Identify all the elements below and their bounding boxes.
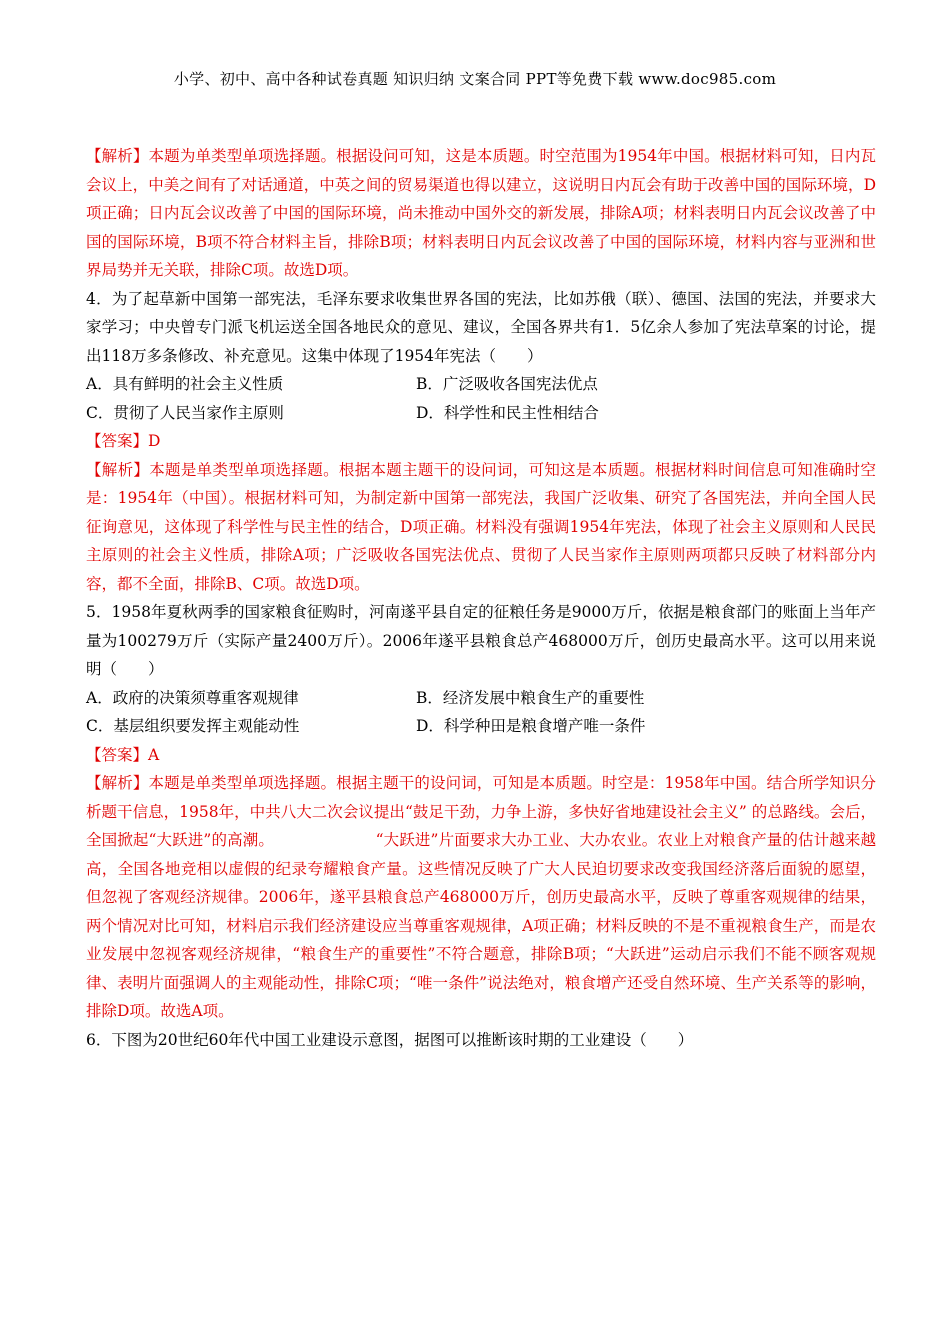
q4-option-d: D．科学性和民主性相结合 (416, 403, 599, 422)
q4-option-c: C．贯彻了人民当家作主原则 (86, 403, 284, 422)
page-header: 小学、初中、高中各种试卷真题 知识归纳 文案合同 PPT等免费下载 www.doc985.com (173, 70, 777, 88)
q4-options-row2 (86, 399, 876, 428)
q4-options-row1 (86, 370, 876, 399)
q4-option-b: B．广泛吸收各国宪法优点 (416, 375, 598, 393)
q4-option-a: A．具有鲜明的社会主义性质 (86, 375, 284, 393)
q5-option-a: A．政府的决策须尊重客观规律 (86, 688, 299, 707)
q5-answer: 【答案】A (86, 745, 160, 764)
q5-analysis: 【解析】本题是单类型单项选择题。根据主题干的设问词，可知是本质题。时空是：1958年中国。结合所学知识分析题干信息，1958年，中共八大二次会议提出“鼓足干劲，力争上游，多快好省地建设社会主义” 的总路线。会后，全国掀起“大跃进”的高潮。 “大跃进”片面要求大办工业、大办农业。农业上对粮食产量的估计越来越高，全国各地竞相以虚假的纪录夸耀粮食产量。这些情况反映了广大人民迫切要求改变我国经济落后面貌的愿望，但忽视了客观经济规律。2006年，遂平县粮食总产468000万斤，创历史最高水平，反映了尊重客观规律的结果，两个情况对比可知，材料启示我们经济建设应当尊重客观规律，A项正确；材料反映的不是不重视粮食生产，而是农业发展中忽视客观经济规律，“粮食生产的重要性”不符合题意，排除B项；“大跃进”运动启示我们不能不顾客观规律、表明片面强调人的主观能动性，排除C项；“唯一条件”说法绝对，粮食增产还受自然环境、生产关系等的影响，排除D项。故选A项。 (86, 774, 876, 1020)
q4-stem: 4．为了起草新中国第一部宪法，毛泽东要求收集世界各国的宪法，比如苏俄（联）、德国、法国的宪法，并要求大家学习；中央曾专门派飞机运送全国各地民众的意见、建议，全国各界共有1．5亿余人参加了宪法草案的讨论，提出118万多条修改、补充意见。这集中体现了1954年宪法（ ） (86, 289, 876, 365)
q5-option-b: B．经济发展中粮食生产的重要性 (416, 688, 645, 707)
q5-stem: 5．1958年夏秋两季的国家粮食征购时，河南遂平县自定的征粮任务是9000万斤，依据是粮食部门的账面上当年产量为100279万斤（实际产量2400万斤）。2006年遂平县粮食总产468000万斤，创历史最高水平。这可以用来说明（ ） (86, 603, 876, 678)
q4-answer: 【答案】D (86, 432, 161, 450)
q5-options-row2 (86, 712, 876, 741)
q5-options-row1 (86, 684, 876, 713)
document-body (86, 142, 876, 1054)
q3-analysis: 【解析】本题为单类型单项选择题。根据设问可知，这是本质题。时空范围为1954年中国。根据材料可知，日内瓦会议上，中美之间有了对话通道，中英之间的贸易渠道也得以建立，这说明日内瓦会有助于改善中国的国际环境，D项正确；日内瓦会议改善了中国的国际环境，尚未推动中国外交的新发展，排除A项；材料表明日内瓦会议改善了中国的国际环境，B项不符合材料主旨，排除B项；材料表明日内瓦会议改善了中国的国际环境，材料内容与亚洲和世界局势并无关联，排除C项。故选D项。 (86, 147, 876, 279)
q5-option-d: D．科学种田是粮食增产唯一条件 (416, 717, 646, 735)
q6-stem: 6．下图为20世纪60年代中国工业建设示意图，据图可以推断该时期的工业建设（ ） (86, 1030, 694, 1049)
q4-analysis: 【解析】本题是单类型单项选择题。根据本题主题干的设问词，可知这是本质题。根据材料时间信息可知准确时空是：1954年（中国）。根据材料可知，为制定新中国第一部宪法，我国广泛收集、研究了各国宪法，并向全国人民征询意见，这体现了科学性与民主性的结合，D项正确。材料没有强调1954年宪法，体现了社会主义原则和人民民主原则的社会主义性质，排除A项；广泛吸收各国宪法优点、贯彻了人民当家作主原则两项都只反映了材料部分内容，都不全面，排除B、C项。故选D项。 (86, 460, 876, 593)
q5-option-c: C．基层组织要发挥主观能动性 (86, 717, 300, 735)
